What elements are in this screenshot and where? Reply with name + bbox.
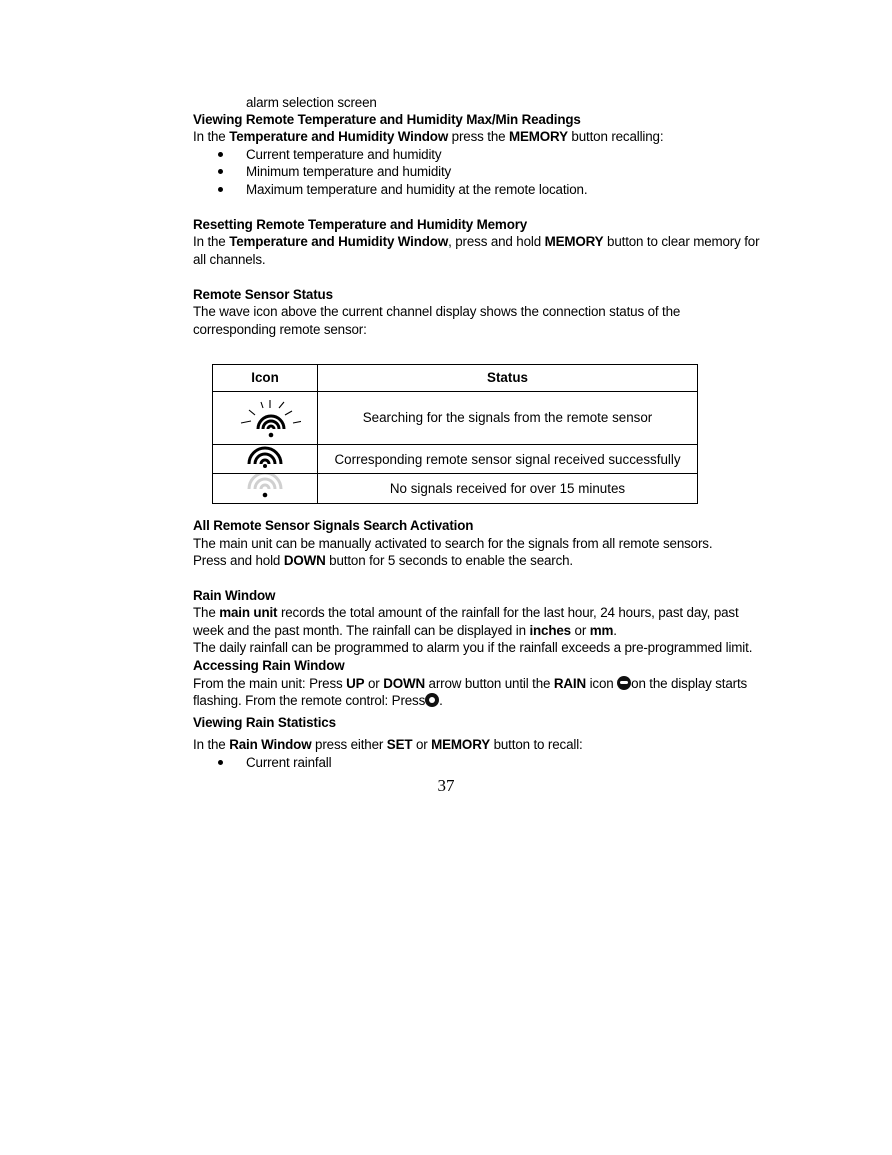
header-status: Status <box>318 365 698 392</box>
list-item: Minimum temperature and humidity <box>246 164 452 179</box>
section-heading: Remote Sensor Status <box>193 287 333 302</box>
paragraph: The main unit can be manually activated to search for the signals from all remote sensors. <box>193 536 713 551</box>
header-icon: Icon <box>213 365 318 392</box>
text-line: alarm selection screen <box>246 95 377 110</box>
section-heading: Viewing Remote Temperature and Humidity Max/Min Readings <box>193 112 581 127</box>
paragraph: In the Temperature and Humidity Window, press and hold MEMORY button to clear memory for <box>193 234 760 249</box>
status-cell: Searching for the signals from the remote sensor <box>318 392 698 445</box>
paragraph: In the Rain Window press either SET or MEMORY button to recall: <box>193 737 583 752</box>
paragraph: The wave icon above the current channel display shows the connection status of the <box>193 304 681 319</box>
section-heading: All Remote Sensor Signals Search Activation <box>193 518 474 533</box>
no-signal-icon <box>213 474 318 503</box>
list-item: Current rainfall <box>246 755 332 770</box>
bullet <box>218 760 223 765</box>
paragraph: corresponding remote sensor: <box>193 322 367 337</box>
status-cell: Corresponding remote sensor signal received successfully <box>318 445 698 474</box>
sensor-status-table <box>212 364 698 504</box>
paragraph: Press and hold DOWN button for 5 seconds to enable the search. <box>193 553 574 568</box>
paragraph: The daily rainfall can be programmed to alarm you if the rainfall exceeds a pre-programmed limit. <box>193 640 753 655</box>
paragraph: In the Temperature and Humidity Window press the MEMORY button recalling: <box>193 129 664 144</box>
table-row <box>213 474 698 503</box>
section-heading: Accessing Rain Window <box>193 658 345 673</box>
rain-icon <box>617 676 631 690</box>
section-heading: Rain Window <box>193 588 276 603</box>
page-number: 37 <box>437 776 455 795</box>
paragraph: week and the past month. The rainfall can be displayed in inches or mm. <box>193 623 617 638</box>
table-row <box>213 392 698 445</box>
list-item: Maximum temperature and humidity at the remote location. <box>246 182 588 197</box>
section-heading: Viewing Rain Statistics <box>193 715 336 730</box>
searching-signal-icon <box>213 392 318 445</box>
remote-rain-button-icon <box>425 693 439 707</box>
bullet <box>218 152 223 157</box>
paragraph: all channels. <box>193 252 266 267</box>
bullet <box>218 169 223 174</box>
signal-received-icon <box>213 445 318 474</box>
paragraph: The main unit records the total amount of the rainfall for the last hour, 24 hours, past day, past <box>193 605 739 620</box>
paragraph: From the main unit: Press UP or DOWN arrow button until the RAIN icon on the display starts <box>193 676 748 691</box>
status-cell: No signals received for over 15 minutes <box>318 474 698 503</box>
paragraph: flashing. From the remote control: Press . <box>193 693 443 708</box>
table-row <box>213 445 698 474</box>
bullet <box>218 187 223 192</box>
section-heading: Resetting Remote Temperature and Humidity Memory <box>193 217 528 232</box>
table-header-row <box>213 365 698 392</box>
list-item: Current temperature and humidity <box>246 147 442 162</box>
